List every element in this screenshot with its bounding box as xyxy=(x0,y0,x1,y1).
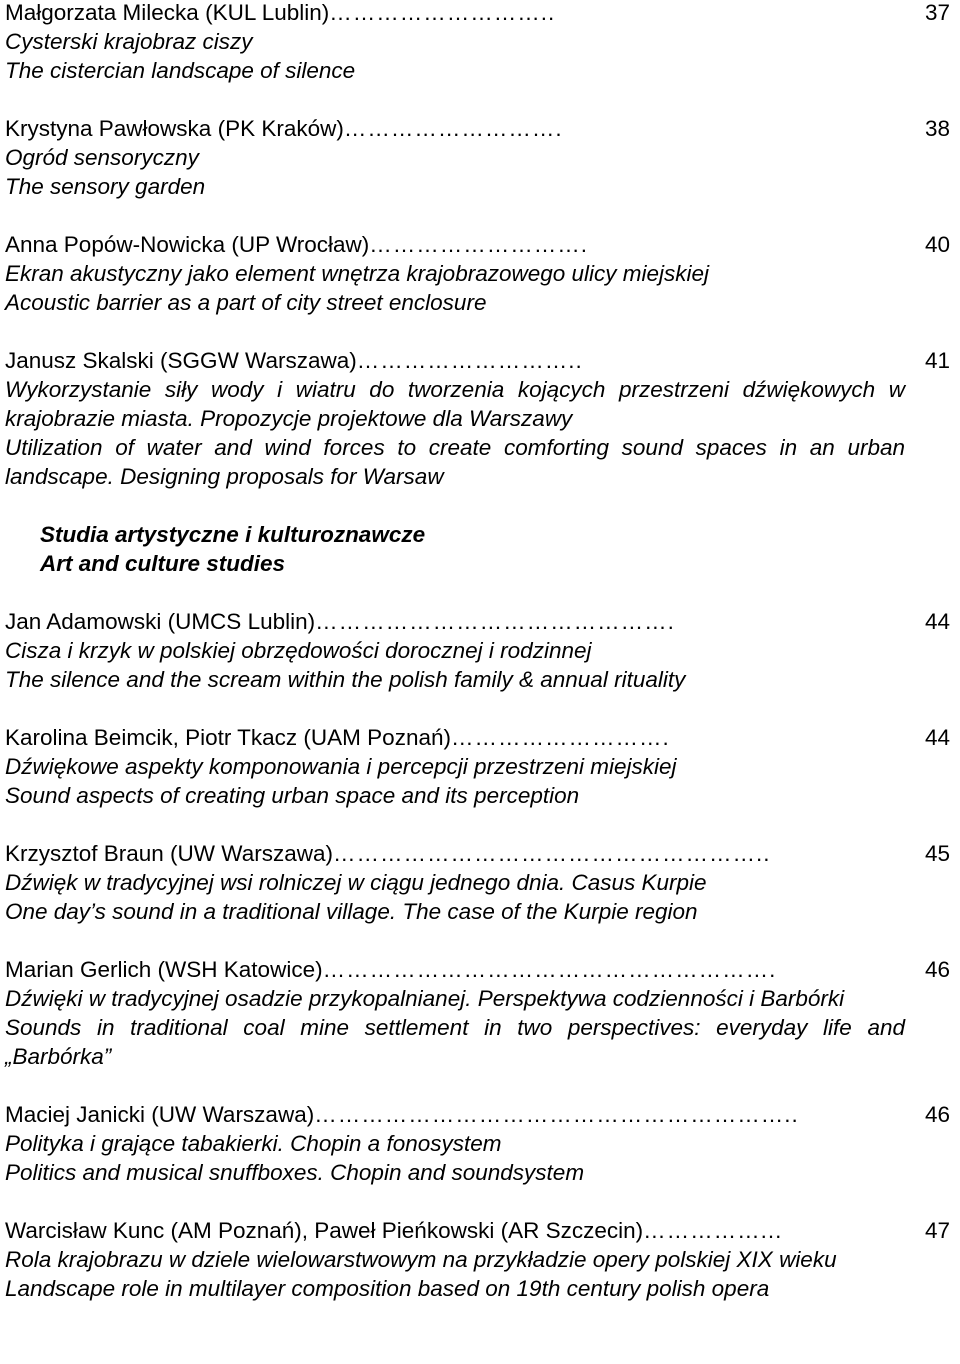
toc-entry xyxy=(5,607,955,694)
entry-title-polish: Dźwięki w tradycyjnej osadzie przykopalnianej. Perspektywa codzienności i Barbórki xyxy=(5,986,845,1011)
entry-title-english: Landscape role in multilayer composition based on 19th century polish opera xyxy=(5,1276,770,1301)
toc-entry xyxy=(5,955,955,1071)
dot-leader: ………………………. xyxy=(343,116,563,141)
entry-title-english: Acoustic barrier as a part of city street enclosure xyxy=(5,290,487,315)
entry-title-english: Sound aspects of creating urban space and its perception xyxy=(5,783,580,808)
entry-page-number: 44 xyxy=(924,725,950,750)
entry-page-number: 46 xyxy=(924,957,950,982)
entry-title-polish: Dźwiękowe aspekty komponowania i percepcji przestrzeni miejskiej xyxy=(5,754,677,779)
dot-leader: ………………………. xyxy=(450,725,670,750)
toc-entry-header xyxy=(5,839,955,868)
entry-page-number: 45 xyxy=(924,841,950,866)
toc-entry-header xyxy=(5,346,955,375)
entry-author: Małgorzata Milecka (KUL Lublin) xyxy=(5,0,330,25)
dot-leader: ………………………. xyxy=(369,232,589,257)
section-heading-polish: Studia artystyczne i kulturoznawcze xyxy=(40,522,426,547)
entry-author: Marian Gerlich (WSH Katowice) xyxy=(5,957,323,982)
entry-author: Anna Popów-Nowicka (UP Wrocław) xyxy=(5,232,370,257)
entry-title-polish: Rola krajobrazu w dziele wielowarstwowym na przykładzie opery polskiej XIX wieku xyxy=(5,1247,837,1272)
entry-title-english: The silence and the scream within the polish family & annual rituality xyxy=(5,667,686,692)
section-heading xyxy=(40,520,955,578)
entry-author: Warcisław Kunc (AM Poznań), Paweł Pieńkowski (AR Szczecin) xyxy=(5,1218,644,1243)
dot-leader: ……………………….. xyxy=(329,0,556,25)
toc-entry xyxy=(5,230,955,317)
entry-title-polish: Ekran akustyczny jako element wnętrza krajobrazowego ulicy miejskiej xyxy=(5,261,710,286)
toc-entry-header xyxy=(5,114,955,143)
section-heading-english: Art and culture studies xyxy=(40,551,286,576)
entry-title-polish: Wykorzystanie siły wody i wiatru do tworzenia kojących przestrzeni dźwiękowych w krajobrazie miasta. Propozycje projektowe dla Warszawy xyxy=(5,377,905,431)
toc-entry-header xyxy=(5,955,955,984)
entry-author: Jan Adamowski (UMCS Lublin) xyxy=(5,609,316,634)
entry-author: Maciej Janicki (UW Warszawa) xyxy=(5,1102,315,1127)
dot-leader: …………………………………………………. xyxy=(322,957,777,982)
entry-title-english: Politics and musical snuffboxes. Chopin and soundsystem xyxy=(5,1160,585,1185)
entry-page-number: 44 xyxy=(924,609,950,634)
entry-title-polish: Ogród sensoryczny xyxy=(5,145,199,170)
entry-title-polish: Polityka i grające tabakierki. Chopin a fonosystem xyxy=(5,1131,502,1156)
entry-title-polish: Cysterski krajobraz ciszy xyxy=(5,29,253,54)
entry-author: Krystyna Pawłowska (PK Kraków) xyxy=(5,116,344,141)
entry-author: Karolina Beimcik, Piotr Tkacz (UAM Poznań) xyxy=(5,725,451,750)
entry-page-number: 41 xyxy=(924,348,950,373)
toc-entry-header xyxy=(5,1100,955,1129)
toc-entry xyxy=(5,0,955,85)
toc-entry xyxy=(5,839,955,926)
dot-leader: ………………………………………. xyxy=(315,609,675,634)
entry-page-number: 47 xyxy=(924,1218,950,1243)
dot-leader: ……………………………………………….. xyxy=(332,841,771,866)
entry-title-english: Sounds in traditional coal mine settlement in two perspectives: everyday life and „Barbórka” xyxy=(5,1015,905,1069)
table-of-contents-page xyxy=(5,0,955,1332)
entry-page-number: 38 xyxy=(924,116,950,141)
toc-entry-header xyxy=(5,1216,955,1245)
dot-leader: ……………………….. xyxy=(356,348,583,373)
entry-title-english: Utilization of water and wind forces to create comforting sound spaces in an urban landscape. Designing proposals for Warsaw xyxy=(5,435,905,489)
toc-entry xyxy=(5,346,955,491)
entry-page-number: 37 xyxy=(924,0,950,25)
entry-title-english: The sensory garden xyxy=(5,174,206,199)
entry-page-number: 46 xyxy=(924,1102,950,1127)
toc-entry xyxy=(5,723,955,810)
entry-page-number: 40 xyxy=(924,232,950,257)
entry-title-polish: Cisza i krzyk w polskiej obrzędowości dorocznej i rodzinnej xyxy=(5,638,592,663)
entry-author: Krzysztof Braun (UW Warszawa) xyxy=(5,841,333,866)
entry-author: Janusz Skalski (SGGW Warszawa) xyxy=(5,348,357,373)
dot-leader: ……………... xyxy=(643,1218,783,1243)
entry-title-polish: Dźwięk w tradycyjnej wsi rolniczej w ciągu jednego dnia. Casus Kurpie xyxy=(5,870,707,895)
toc-entry-header xyxy=(5,723,955,752)
dot-leader: …………………………………………………….. xyxy=(314,1102,799,1127)
entry-title-english: One day’s sound in a traditional village. The case of the Kurpie region xyxy=(5,899,698,924)
toc-entry-header xyxy=(5,607,955,636)
toc-entry-header xyxy=(5,230,955,259)
entry-title-english: The cistercian landscape of silence xyxy=(5,58,356,83)
toc-entry xyxy=(5,114,955,201)
toc-entry xyxy=(5,1100,955,1187)
toc-entry xyxy=(5,1216,955,1303)
toc-entry-header xyxy=(5,0,955,27)
